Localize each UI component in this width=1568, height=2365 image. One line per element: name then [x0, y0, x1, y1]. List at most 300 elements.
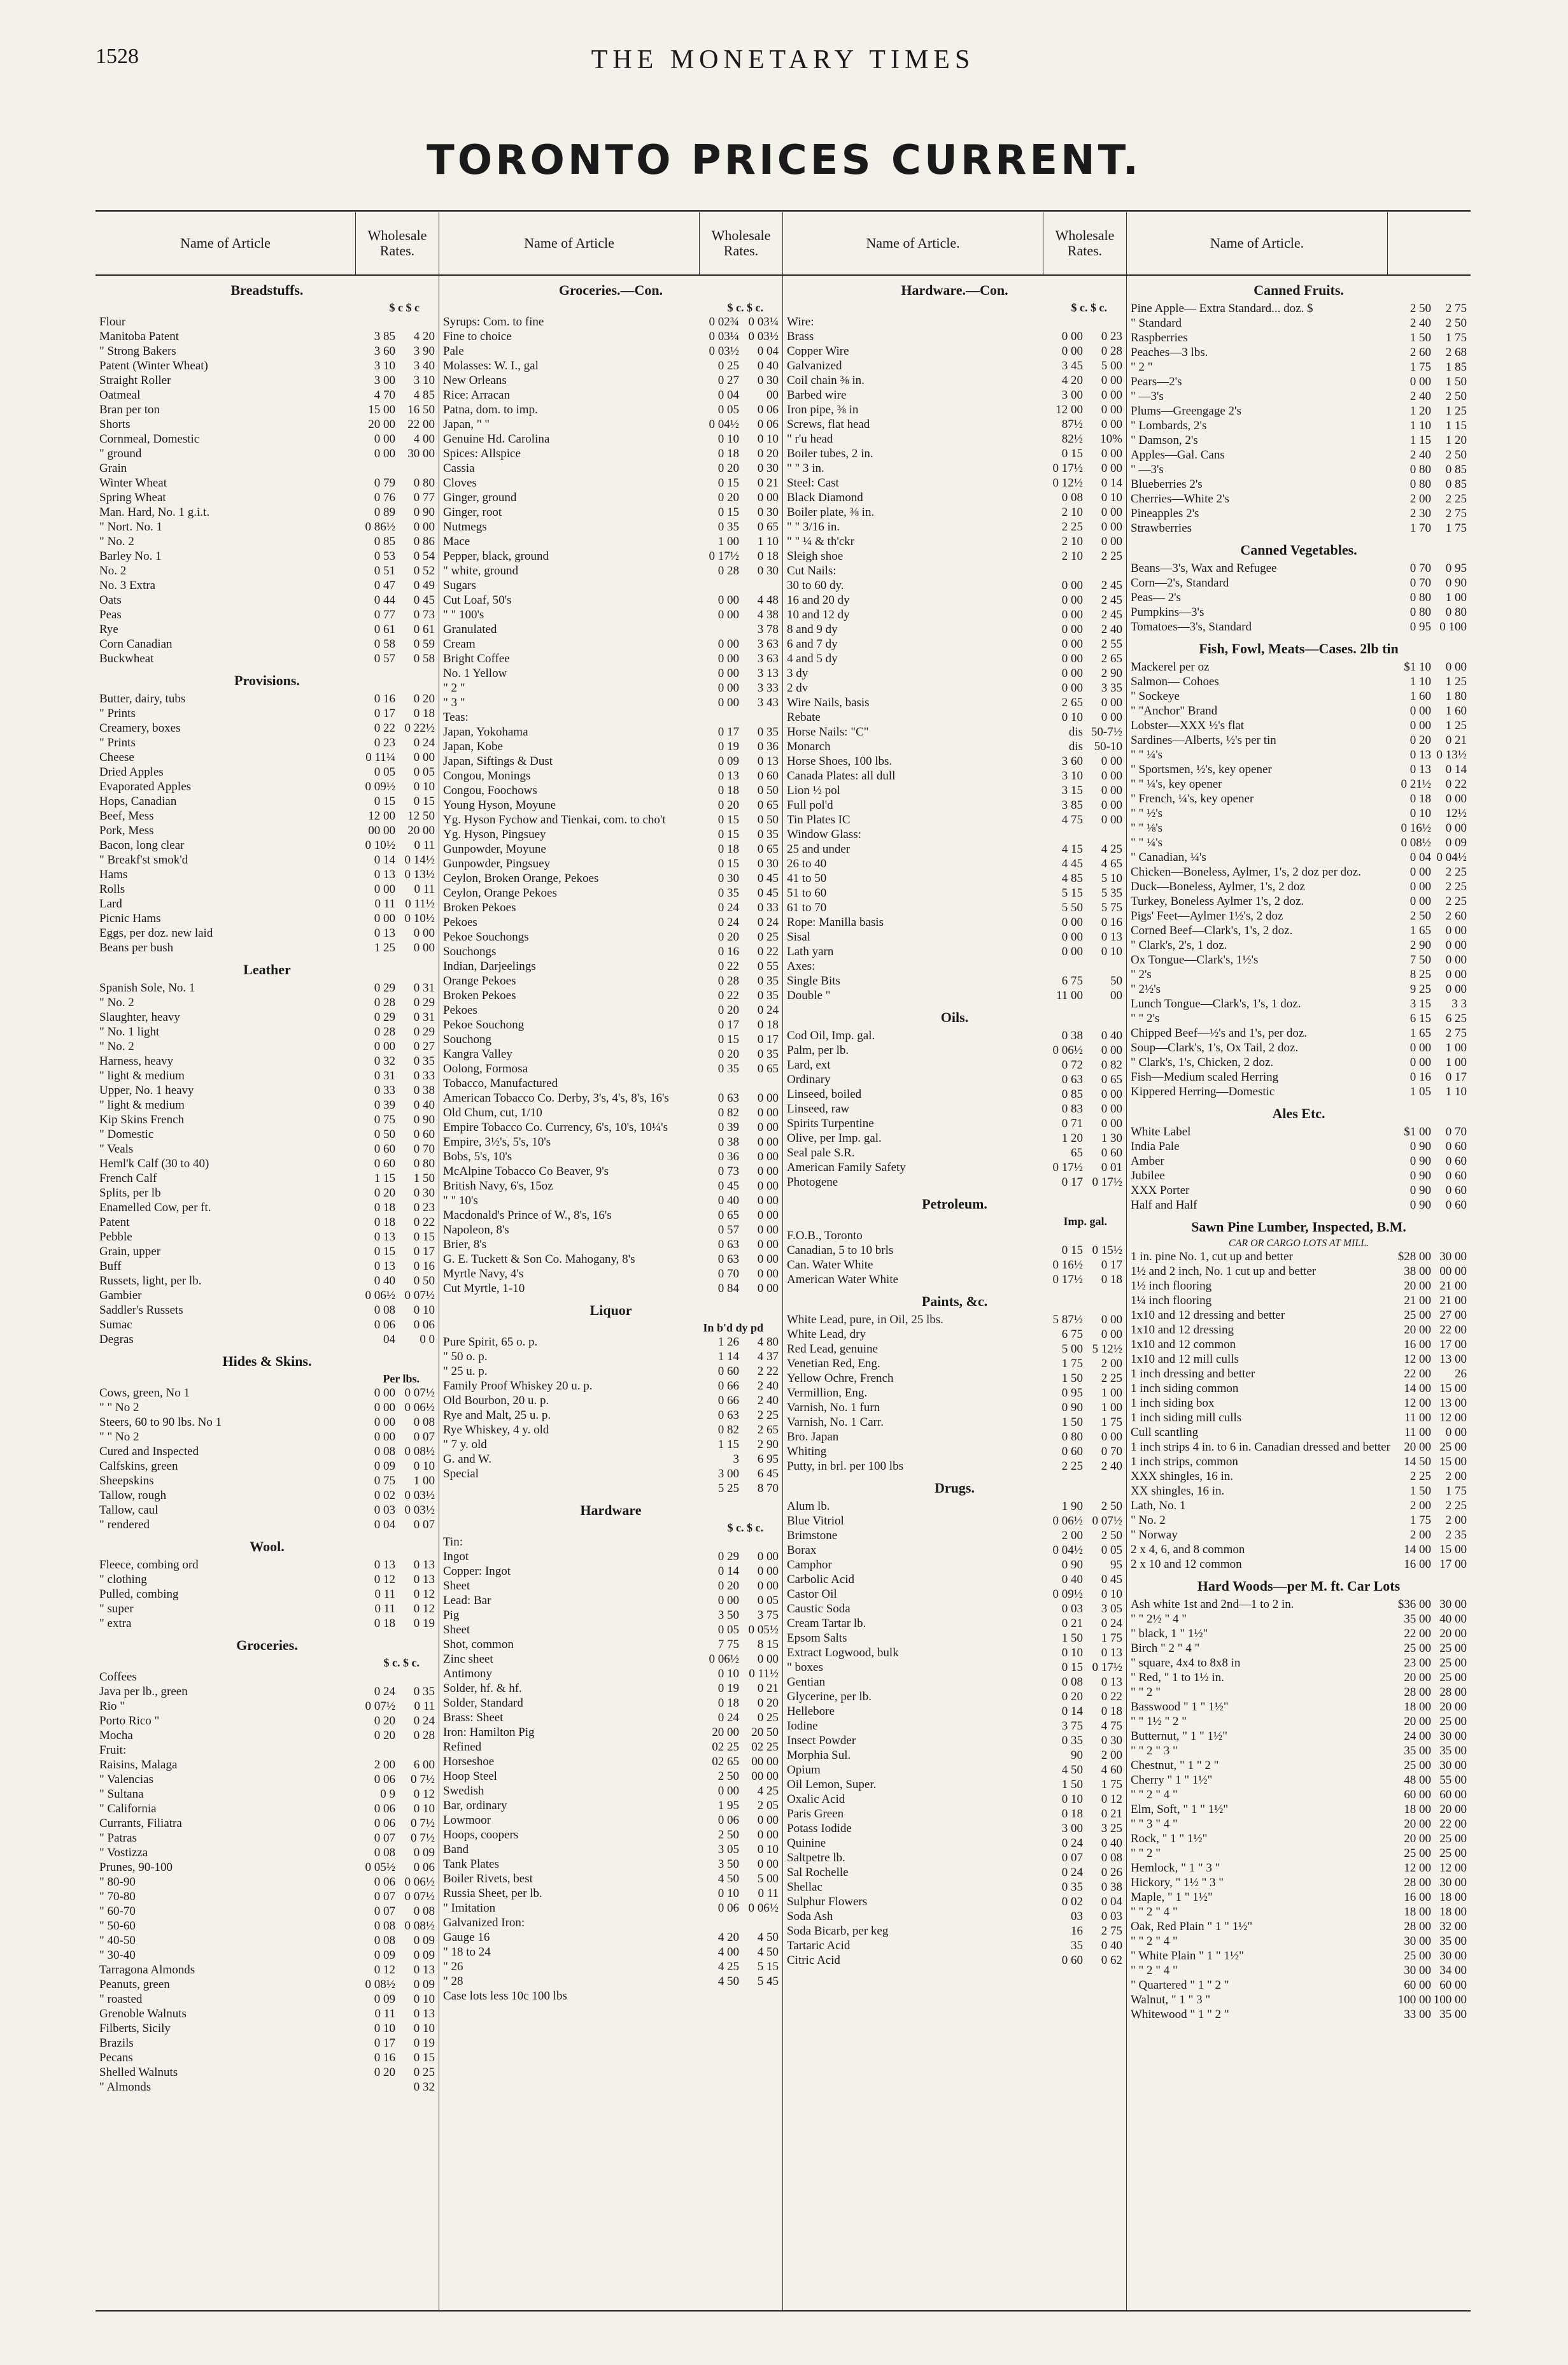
rate-high: 0 60 [1445, 1184, 1467, 1197]
article-name: Patna, dom. to imp. [443, 403, 538, 416]
rate-high: 3 25 [1101, 1822, 1122, 1835]
rate-high: 0 03½ [404, 1489, 435, 1502]
price-row [95, 867, 439, 882]
article-name: Cherries—White 2's [1131, 492, 1229, 506]
price-row [1127, 433, 1471, 448]
rate-high: 30 00 [1439, 1729, 1467, 1743]
rate-low: 0 10 [717, 1887, 739, 1900]
price-row [439, 666, 782, 681]
rate-low: 0 00 [1061, 930, 1083, 944]
article-name: Oak, Red Plain " 1 " 1½" [1131, 1920, 1253, 1933]
article-name: 1¼ inch flooring [1131, 1294, 1212, 1307]
rate-high: 1 00 [1445, 1041, 1467, 1055]
article-name: " Patras [99, 1831, 137, 1845]
price-row [95, 981, 439, 995]
price-row [439, 1681, 782, 1696]
rate-low: 0 31 [374, 1069, 395, 1083]
rate-high: 0 03½ [748, 330, 779, 343]
rate-high: 0 28 [1101, 344, 1122, 358]
price-row [439, 1467, 782, 1481]
article-name: " rendered [99, 1518, 150, 1531]
rate-low: 0 00 [1409, 865, 1431, 879]
price-row [439, 754, 782, 769]
rate-high: 0 21 [757, 476, 779, 490]
rate-low: 0 13 [1409, 748, 1431, 762]
rate-high: 95 [1110, 1558, 1122, 1572]
article-name: Beef, Mess [99, 809, 154, 823]
article-name: Ginger, root [443, 506, 502, 519]
column-2 [439, 212, 783, 2310]
article-name: Shorts [99, 418, 131, 431]
price-row [439, 564, 782, 578]
article-name: Soup—Clark's, 1's, Ox Tail, 2 doz. [1131, 1041, 1299, 1055]
rate-high: 55 00 [1439, 1773, 1467, 1787]
price-row [1127, 1070, 1471, 1084]
article-name: Corned Beef—Clark's, 1's, 2 doz. [1131, 924, 1293, 937]
rate-low: 0 20 [717, 799, 739, 812]
article-name: Peas [99, 608, 122, 621]
rate-low: 30 00 [1404, 1935, 1431, 1948]
rate-high: 12 00 [1439, 1861, 1467, 1875]
article-name: 6 and 7 dy [787, 637, 838, 651]
article-name: Slaughter, heavy [99, 1011, 180, 1024]
price-row [95, 1992, 439, 2006]
article-name: Glycerine, per lb. [787, 1690, 872, 1703]
price-row [783, 549, 1126, 564]
article-name: " 28 [443, 1975, 463, 1988]
article-name: Opium [787, 1763, 821, 1777]
rate-low: 0 38 [1061, 1029, 1083, 1042]
rate-high: 0 18 [413, 707, 435, 720]
rate-low: 0 38 [717, 1135, 739, 1149]
price-row [439, 1535, 782, 1549]
article-name: Potass Iodide [787, 1822, 852, 1835]
price-row [95, 1025, 439, 1039]
rate-low: 60 00 [1404, 1788, 1431, 1801]
rate-high: 35 00 [1439, 1744, 1467, 1758]
rate-high: 0 10 [413, 1459, 435, 1473]
article-name: Macdonald's Prince of W., 8's, 16's [443, 1209, 612, 1222]
price-row [95, 1230, 439, 1244]
rate-low: 0 63 [717, 1091, 739, 1105]
rate-high: 0 29 [413, 996, 435, 1009]
article-name: Saltpetre lb. [787, 1851, 845, 1864]
price-row [783, 1386, 1126, 1400]
price-row [783, 1894, 1126, 1909]
article-name: Fleece, combing ord [99, 1558, 199, 1572]
rate-high: 0 00 [1101, 755, 1122, 768]
rate-low: 0 08 [374, 1934, 395, 1947]
rate-high: 2 40 [1101, 1459, 1122, 1473]
article-name: " Damson, 2's [1131, 434, 1198, 447]
rate-low: 0 24 [717, 916, 739, 929]
rate-high: 0 14½ [404, 853, 435, 867]
price-row [783, 900, 1126, 915]
article-name: Pekoe Souchongs [443, 930, 529, 944]
article-name: " roasted [99, 1992, 143, 2006]
rate-high: 0 17 [1445, 1070, 1467, 1084]
price-row [1127, 704, 1471, 718]
rate-low: 0 12 [374, 1963, 395, 1977]
rate-low: 0 29 [374, 1011, 395, 1024]
rate-high: 30 00 [1439, 1876, 1467, 1889]
rate-low: 20 00 [1404, 1671, 1431, 1684]
price-row [439, 1696, 782, 1710]
rate-high: 0 00 [757, 1579, 779, 1593]
rate-high: 0 40 [1101, 1939, 1122, 1952]
article-name: " Domestic [99, 1128, 154, 1141]
rate-low: 0 83 [1061, 1102, 1083, 1116]
article-name: " 26 [443, 1960, 463, 1973]
rate-low: 0 79 [374, 476, 395, 490]
article-name: Patent [99, 1216, 130, 1229]
price-section [1127, 641, 1471, 1099]
rate-high: 4 00 [413, 432, 435, 446]
price-row [1127, 345, 1471, 360]
rate-high: 0 18 [757, 1018, 779, 1032]
rate-high: 1 50 [413, 1172, 435, 1185]
price-row [95, 315, 439, 329]
price-row [95, 1127, 439, 1142]
rate-high: 34 00 [1439, 1964, 1467, 1977]
rate-low: 20 00 [368, 418, 395, 431]
price-row [439, 1393, 782, 1408]
rate-high: 0 13½ [1436, 748, 1467, 762]
rate-high: 25 00 [1439, 1847, 1467, 1860]
rate-high: 22 00 [1439, 1817, 1467, 1831]
article-name: Rio " [99, 1700, 125, 1713]
price-row [95, 1098, 439, 1112]
rate-low: 20 00 [712, 1726, 739, 1739]
article-name: Eggs, per doz. new laid [99, 927, 213, 940]
rate-low [356, 315, 395, 329]
price-row [1127, 1337, 1471, 1352]
price-row [1127, 477, 1471, 492]
rate-low: 0 00 [1409, 719, 1431, 732]
rate-low: 0 05½ [365, 1861, 395, 1874]
article-name: 1 in. pine No. 1, cut up and better [1131, 1250, 1293, 1263]
rate-low: 0 00 [374, 1401, 395, 1414]
rate-low: 2 40 [1409, 316, 1431, 330]
price-row [1127, 1249, 1471, 1264]
price-row [439, 1252, 782, 1267]
price-row [439, 476, 782, 490]
article-name: Upper, No. 1 heavy [99, 1084, 194, 1097]
rate-high: 50 [1110, 974, 1122, 988]
section-title: Hard Woods—per M. ft. Car Lots [1197, 1578, 1401, 1594]
article-name: Varnish, No. 1 furn [787, 1401, 880, 1414]
rate-high: 0 30 [757, 857, 779, 870]
column-4 [1127, 212, 1471, 2310]
article-name: Spices: Allspice [443, 447, 521, 460]
rate-high: 0 00 [1445, 924, 1467, 937]
price-row [1127, 1670, 1471, 1685]
rate-high: 0 11 [758, 1887, 779, 1900]
price-row [783, 1543, 1126, 1558]
article-name: 51 to 60 [787, 886, 827, 900]
rate-low: 0 00 [717, 652, 739, 665]
rate-high: 0 00 [1101, 388, 1122, 402]
price-row [783, 1327, 1126, 1342]
section-title: Breadstuffs. [230, 282, 304, 298]
article-name: Wire: [787, 315, 814, 329]
rate-low: 0 00 [717, 681, 739, 695]
rate-high: 0 30 [757, 462, 779, 475]
rate-high: 0 00 [757, 1223, 779, 1237]
rate-low: 1 95 [717, 1799, 739, 1812]
price-row [783, 1258, 1126, 1272]
rate-high: 0 00 [1101, 1117, 1122, 1130]
rate-high: 5 00 [1101, 359, 1122, 373]
rate-high: 0 00 [757, 1550, 779, 1563]
article-name: Duck—Boneless, Aylmer, 1's, 2 doz [1131, 880, 1305, 893]
rate-high: 0 13 [413, 1573, 435, 1586]
rate-high: 3 13 [757, 667, 779, 680]
rate-low: 0 00 [1061, 637, 1083, 651]
price-section [439, 1502, 782, 2003]
rate-high: 1 00 [1445, 591, 1467, 604]
article-name: Iron pipe, ⅜ in [787, 403, 859, 416]
rate-high: 0 13 [757, 755, 779, 768]
rate-high: 2 00 [1445, 1470, 1467, 1483]
article-name: Tartaric Acid [787, 1939, 851, 1952]
article-name: Tobacco, Manufactured [443, 1077, 558, 1090]
price-row [95, 417, 439, 432]
price-row [439, 315, 782, 329]
rate-high: 0 25 [757, 1711, 779, 1724]
rate-high: 0 09 [1445, 836, 1467, 849]
rate-high: 25 00 [1439, 1715, 1467, 1728]
rate-low: 0 80 [1409, 591, 1431, 604]
rate-low: 0 63 [717, 1409, 739, 1422]
rate-high: 2 65 [757, 1423, 779, 1437]
price-row [1127, 1919, 1471, 1934]
article-name: Can. Water White [787, 1258, 873, 1272]
rate-high: 0 25 [413, 2066, 435, 2079]
price-row [95, 1054, 439, 1069]
rate-low: 0 77 [374, 608, 395, 621]
rate-low: 2 00 [374, 1758, 395, 1772]
rate-high: 0 25 [757, 930, 779, 944]
article-name: American Family Safety [787, 1161, 906, 1174]
rate-high: 0 12 [413, 1787, 435, 1801]
rate-low [1043, 827, 1083, 842]
price-row [1127, 1685, 1471, 1700]
price-row [1127, 1454, 1471, 1469]
rate-low: 1 75 [1409, 360, 1431, 374]
price-row [1127, 1381, 1471, 1396]
article-name: Sardines—Alberts, ½'s per tin [1131, 734, 1276, 747]
section-title: Canned Vegetables. [1240, 542, 1357, 558]
article-name: Chestnut, " 1 " 2 " [1131, 1759, 1219, 1772]
rate-high: 6 95 [757, 1452, 779, 1466]
price-row [1127, 982, 1471, 997]
page-title: TORONTO PRICES CURRENT. [427, 137, 1141, 184]
article-name: Hellebore [787, 1705, 835, 1718]
rate-low: 14 00 [1404, 1382, 1431, 1395]
article-name: " ground [99, 447, 142, 460]
price-row [439, 549, 782, 564]
article-name: " 50 o. p. [443, 1350, 488, 1363]
rate-low: 0 71 [1061, 1117, 1083, 1130]
price-row [95, 1332, 439, 1347]
rate-high: 1 75 [1445, 331, 1467, 344]
rate-high: 0 40 [1101, 1836, 1122, 1850]
price-row [439, 710, 782, 725]
article-name: American Water White [787, 1273, 899, 1286]
price-row [1127, 448, 1471, 462]
article-name: " " 2 " 4 " [1131, 1964, 1178, 1977]
price-row [95, 794, 439, 809]
article-name: Spring Wheat [99, 491, 166, 504]
rate-low [700, 1076, 739, 1091]
price-row [1127, 1934, 1471, 1949]
price-row [783, 783, 1126, 798]
price-row [783, 959, 1126, 974]
rate-low: 0 35 [717, 520, 739, 534]
rate-high: 02 25 [751, 1740, 779, 1754]
rate-high: 1 00 [413, 1474, 435, 1488]
article-name: Prunes, 90-100 [99, 1861, 173, 1874]
article-name: Red Lead, genuine [787, 1342, 878, 1356]
price-row [1127, 1626, 1471, 1641]
rate-low: 3 00 [374, 374, 395, 387]
rate-high: 4 75 [1101, 1719, 1122, 1733]
rate-high: 0 00 [757, 1135, 779, 1149]
rate-low: 04 [383, 1333, 395, 1346]
rate-high: 0 77 [413, 491, 435, 504]
rate-high: 0 30 [1101, 1734, 1122, 1747]
rate-high: 2 55 [1101, 637, 1122, 651]
rate-low: 0 25 [717, 359, 739, 373]
price-row [1127, 404, 1471, 418]
rate-high: 0 00 [1445, 939, 1467, 952]
rate-high: 1 75 [1445, 1484, 1467, 1498]
rate-high: 4 25 [757, 1784, 779, 1798]
article-name: " " ¼ & th'ckr [787, 535, 855, 548]
price-row [1127, 923, 1471, 938]
rate-high: 0 00 [1101, 711, 1122, 724]
price-row [95, 1948, 439, 1963]
article-name: Ingot [443, 1550, 469, 1563]
price-row [439, 1828, 782, 1842]
section-title: Oils. [940, 1009, 969, 1025]
article-name: Lard [99, 897, 122, 911]
article-name: Harness, heavy [99, 1055, 174, 1068]
rate-low [700, 1915, 739, 1930]
price-row [439, 930, 782, 944]
rate-low: 1 60 [1409, 690, 1431, 703]
rate-low: 0 03½ [709, 344, 739, 358]
rate-low: 0 00 [1409, 895, 1431, 908]
rate-low: 2 25 [1061, 520, 1083, 534]
article-name: Alum lb. [787, 1500, 830, 1513]
article-name: " 40-50 [99, 1934, 136, 1947]
rate-high: 0 50 [413, 1274, 435, 1288]
article-name: 10 and 12 dy [787, 608, 850, 621]
article-name: " 3 " [443, 696, 465, 709]
price-row [95, 1474, 439, 1488]
rate-high: 0 26 [1101, 1866, 1122, 1879]
rate-high: 0 05½ [748, 1623, 779, 1637]
rate-low: 0 08 [374, 1445, 395, 1458]
article-name: Morphia Sul. [787, 1749, 851, 1762]
article-name: Chipped Beef—½'s and 1's, per doz. [1131, 1026, 1308, 1040]
article-name: Paris Green [787, 1807, 844, 1821]
rate-low: 0 61 [374, 623, 395, 636]
rate-high: 0 30 [757, 506, 779, 519]
rate-low: 2 50 [717, 1828, 739, 1842]
rate-high: 2 00 [1445, 1514, 1467, 1527]
article-name: " " 2 " 4 " [1131, 1935, 1178, 1948]
rate-low: 28 00 [1404, 1686, 1431, 1699]
price-row [439, 1003, 782, 1018]
rate-high: 0 45 [757, 872, 779, 885]
article-name: Putty, in brl. per 100 lbs [787, 1459, 903, 1473]
price-row [439, 1281, 782, 1296]
rate-low: 3 50 [717, 1857, 739, 1871]
price-row [1127, 1323, 1471, 1337]
rate-low: 24 00 [1404, 1729, 1431, 1743]
rate-low: 18 00 [1404, 1905, 1431, 1919]
rate-high: 30 00 [1439, 1759, 1467, 1772]
rate-high: 0 55 [757, 960, 779, 973]
article-name: Genuine Hd. Carolina [443, 432, 550, 446]
rate-high: 25 00 [1439, 1832, 1467, 1845]
section-units: $ c. $ c. [383, 1656, 420, 1669]
rate-low: 0 02¾ [709, 315, 739, 329]
article-name: " Canadian, ¼'s [1131, 851, 1206, 864]
price-row [95, 1444, 439, 1459]
price-row [783, 1704, 1126, 1719]
rate-high: 2 75 [1445, 1026, 1467, 1040]
article-name: 1x10 and 12 dressing [1131, 1323, 1234, 1337]
rate-low: 0 85 [374, 535, 395, 548]
article-name: " No. 2 [99, 996, 134, 1009]
price-row [439, 1091, 782, 1105]
article-name: " French, ¼'s, key opener [1131, 792, 1254, 806]
price-row [783, 1572, 1126, 1587]
article-name: " " ¼'s [1131, 836, 1163, 849]
rate-low: 0 73 [717, 1165, 739, 1178]
rate-high: 30 00 [407, 447, 435, 460]
article-name: Beans per bush [99, 941, 174, 955]
rate-low: 0 08 [1061, 1675, 1083, 1689]
rate-low: 1 25 [374, 941, 395, 955]
article-name: 2 dv [787, 681, 809, 695]
price-row [95, 476, 439, 490]
rate-low: 0 39 [717, 1121, 739, 1134]
rate-high: 0 11 [414, 839, 435, 852]
rate-high [1083, 315, 1122, 329]
article-name: Rope: Manilla basis [787, 916, 884, 929]
article-name: Bar, ordinary [443, 1799, 507, 1812]
price-section [1127, 542, 1471, 634]
article-name: Brass [787, 330, 814, 343]
price-row [1127, 674, 1471, 689]
column-name-header: Name of Article [439, 212, 700, 274]
rate-low: 0 00 [1409, 1041, 1431, 1055]
article-name: " " 10's [443, 1194, 478, 1207]
rate-low: 0 16 [1409, 1070, 1431, 1084]
rate-low: 0 00 [1409, 880, 1431, 893]
price-row [1127, 1168, 1471, 1183]
article-name: " light & medium [99, 1069, 185, 1083]
rate-high: 0 58 [413, 652, 435, 665]
article-name: Full pol'd [787, 799, 833, 812]
rate-low: 0 10 [1061, 1646, 1083, 1659]
price-row [1127, 660, 1471, 674]
